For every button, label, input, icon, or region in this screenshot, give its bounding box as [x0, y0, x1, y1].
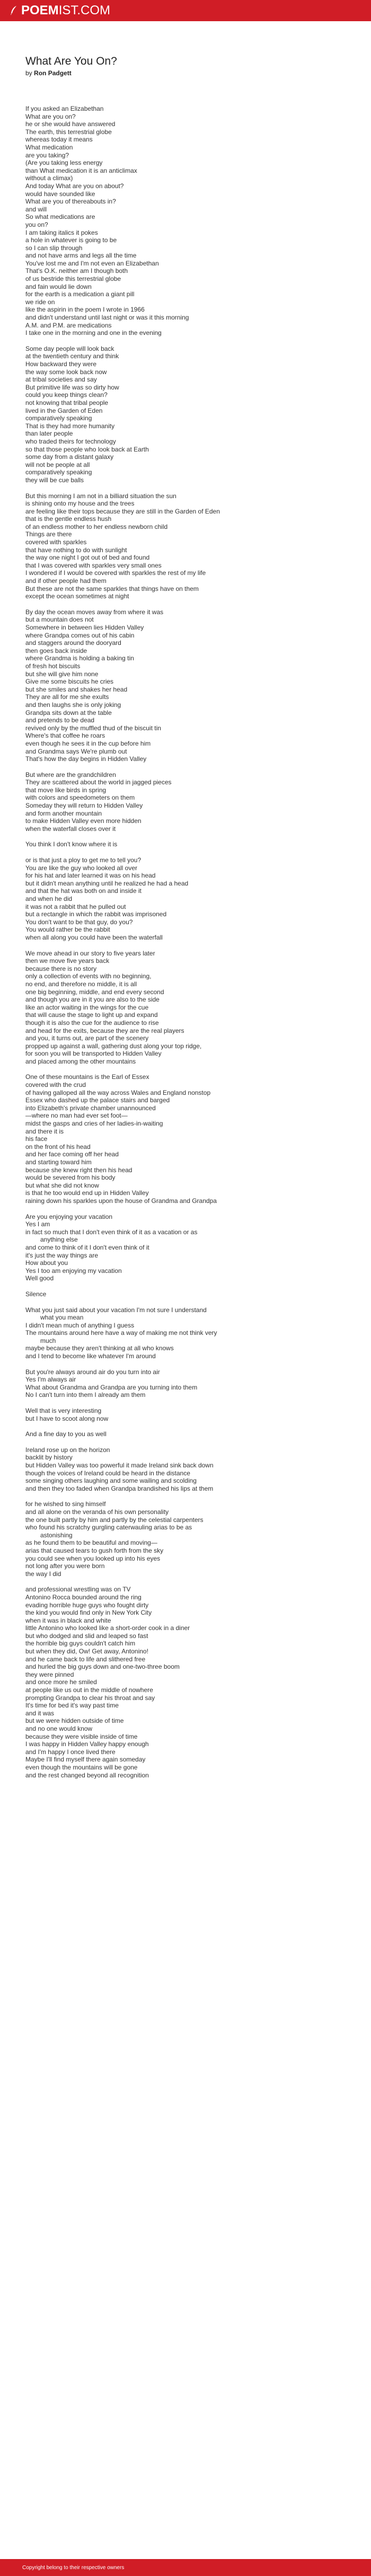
- poem-line: How backward they were: [25, 360, 97, 368]
- poem-line: That's O.K. neither am I though both: [25, 267, 128, 275]
- stanza: [25, 856, 354, 942]
- poem-line: it was not a rabbit that he pulled out: [25, 902, 126, 910]
- poem-line: much: [40, 1336, 56, 1344]
- poem-line: so that those people who look back at Earth: [25, 445, 149, 453]
- poem-line: but a rectangle in which the rabbit was imprisoned: [25, 910, 167, 918]
- poem-line: when the waterfall closes over it: [25, 825, 116, 833]
- poem-line: What are you of thereabouts in?: [25, 198, 116, 206]
- poem-line: and no one would know: [25, 1725, 93, 1732]
- logo-light: IST.COM: [58, 3, 111, 17]
- poem-line: Give me some biscuits he cries: [25, 678, 114, 686]
- poem-line: And today What are you on about?: [25, 182, 124, 190]
- poem-line: A.M. and P.M. are medications: [25, 321, 112, 329]
- poem-line: that have nothing to do with sunlight: [25, 546, 127, 554]
- poem-line: for the earth is a medication a giant pill: [25, 290, 135, 298]
- poem-line: will not be people at all: [25, 461, 90, 468]
- poem-line: we ride on: [25, 298, 55, 306]
- poem-line: prompting Grandpa to clear his throat and say: [25, 1694, 155, 1702]
- poem-line: a hole in whatever is going to be: [25, 236, 117, 244]
- poem-line: who traded theirs for technology: [25, 437, 116, 445]
- poem-line: Ireland rose up on the horizon: [25, 1446, 110, 1454]
- poem-line: of fresh hot biscuits: [25, 662, 81, 670]
- poem-line: and starting toward him: [25, 1158, 92, 1166]
- poem-line: then we move five years back: [25, 957, 110, 965]
- poem-line: at people like us out in the middle of nowhere: [25, 1686, 153, 1694]
- poem-line: to make Hidden Valley even more hidden: [25, 817, 142, 825]
- poem-article: [25, 55, 354, 1787]
- poem-line: That is they had more humanity: [25, 422, 115, 430]
- poem-line: Yes I'm always air: [25, 1376, 76, 1384]
- poem-line: and when he did: [25, 895, 73, 902]
- poem-line: without a climax): [25, 174, 73, 182]
- poem-line: what you mean: [40, 1314, 84, 1322]
- footer-bar: [0, 2559, 371, 2576]
- poem-line: and will: [25, 205, 47, 213]
- poem-line: and professional wrestling was on TV: [25, 1586, 131, 1594]
- poem-line: If you asked an Elizabethan: [25, 105, 104, 112]
- byline-prefix: by: [25, 69, 32, 77]
- poem-line: and hurled the big guys down and one-two-three boom: [25, 1663, 180, 1671]
- poem-line: (Are you taking less energy: [25, 159, 103, 167]
- poem-line: and then laughs she is only joking: [25, 701, 121, 709]
- poem-line: I am taking italics it pokes: [25, 228, 98, 236]
- poem-line: one big beginning, middle, and end every second: [25, 988, 164, 996]
- poem-line: But primitive life was so dirty how: [25, 383, 119, 391]
- poem-line: the horrible big guys couldn't catch him: [25, 1640, 136, 1648]
- poem-line: are feeling like their tops because they are still in the Garden of Eden: [25, 507, 220, 515]
- poem-line: at the twentieth century and think: [25, 352, 119, 360]
- poem-line: Are you enjoying your vacation: [25, 1212, 113, 1220]
- stanza: [25, 1446, 354, 1493]
- poem-line: that move like birds in spring: [25, 786, 107, 794]
- top-bar: [0, 0, 371, 21]
- poem-line: and he came back to life and slithered free: [25, 1655, 146, 1663]
- poem-line: the way some look back now: [25, 368, 107, 376]
- poem-line: are you taking?: [25, 151, 69, 159]
- stanza: [25, 105, 354, 337]
- poem-line: Silence: [25, 1290, 47, 1298]
- poem-line: the kind you would find only in New York City: [25, 1609, 152, 1617]
- poem-line: That's how the day begins in Hidden Valley: [25, 755, 147, 763]
- stanza: [25, 1213, 354, 1282]
- poem-line: but when they did, Ow! Get away, Antonino!: [25, 1648, 148, 1656]
- poem-line: because they were visible inside of time: [25, 1732, 138, 1740]
- poem-line: would have sounded like: [25, 190, 95, 198]
- poem-line: Maybe I'll find myself there again someday: [25, 1756, 146, 1764]
- poem-line: and fain would lie down: [25, 282, 92, 290]
- poem-line: with colors and speedometers on them: [25, 794, 135, 802]
- poem-line: would be severed from his body: [25, 1174, 116, 1182]
- poem-line: not knowing that tribal people: [25, 399, 109, 406]
- poem-line: though it is also the cue for the audience to rise: [25, 1019, 159, 1026]
- poem-line: Essex who dashed up the palace stairs and barged: [25, 1096, 170, 1104]
- poem-line: it's just the way things are: [25, 1251, 99, 1259]
- poem-line: that I was covered with sparkles very small ones: [25, 561, 162, 569]
- poem-line: and I tend to become like whatever I'm around: [25, 1352, 156, 1360]
- poem-line: in fact so much that I don't even think of it as a vacation or as: [25, 1228, 198, 1236]
- stanza: [25, 1073, 354, 1205]
- poem-line: you on?: [25, 220, 48, 228]
- poem-line: on the front of his head: [25, 1143, 91, 1150]
- poem-line: No I can't turn into them I already am them: [25, 1391, 146, 1399]
- poem-line: Somewhere in between lies Hidden Valley: [25, 624, 144, 631]
- poem-line: but it didn't mean anything until he realized he had a head: [25, 879, 189, 887]
- poem-line: he or she would have answered: [25, 120, 116, 128]
- stanza: [25, 608, 354, 763]
- poem-line: The earth, this terrestrial globe: [25, 128, 112, 136]
- stanza: [25, 1586, 354, 1779]
- poem-line: covered with sparkles: [25, 538, 87, 546]
- poem-line: but what she did not know: [25, 1181, 99, 1189]
- poem-line: but she will give him none: [25, 670, 99, 678]
- stanza: [25, 1430, 354, 1438]
- poem-line: so I can slip through: [25, 244, 83, 252]
- poem-line: than What medication it is an anticlimax: [25, 166, 137, 174]
- poem-line: but a mountain does not: [25, 616, 94, 624]
- poem-line: By day the ocean moves away from where it was: [25, 608, 164, 616]
- poem-line: We move ahead in our story to five years later: [25, 949, 155, 957]
- poem-line: arias that caused tears to gush forth from the sky: [25, 1546, 164, 1554]
- poem-line: evading horrible huge guys who fought dirty: [25, 1601, 149, 1609]
- poem-line: but she smiles and shakes her head: [25, 685, 128, 693]
- poem-line: of us bestride this terrestrial globe: [25, 275, 121, 283]
- poem-line: They are all for me she exults: [25, 693, 109, 701]
- poem-line: backlit by history: [25, 1454, 73, 1462]
- poem-line: than later people: [25, 430, 73, 438]
- poem-line: Well that is very interesting: [25, 1407, 102, 1415]
- poem-line: and pretends to be dead: [25, 716, 95, 724]
- poem-line: they will be cue balls: [25, 476, 84, 484]
- poem-line: Where's that coffee he roars: [25, 732, 105, 740]
- poem-line: I was happy in Hidden Valley happy enough: [25, 1740, 149, 1748]
- poem-line: the way I did: [25, 1570, 61, 1578]
- poem-line: like an actor waiting in the wings for the cue: [25, 1003, 149, 1011]
- poem-line: for soon you will be transported to Hidden Valley: [25, 1050, 162, 1058]
- poem-line: and form another mountain: [25, 809, 102, 817]
- poem-line: lived in the Garden of Eden: [25, 406, 103, 414]
- poem-line: You don't want to be that guy, do you?: [25, 918, 133, 926]
- logo-bold: POEM: [21, 3, 59, 17]
- poem-line: as he found them to be beautiful and moving—: [25, 1539, 157, 1547]
- poem-line: raining down his sparkles upon the house of Grandma and Grandpa: [25, 1197, 217, 1205]
- poem-line: comparatively speaking: [25, 468, 92, 476]
- stanza: [25, 1407, 354, 1422]
- poem-line: little Antonino who looked like a short-order cook in a diner: [25, 1624, 190, 1632]
- poem-line: and all alone on the veranda of his own personality: [25, 1508, 169, 1516]
- poem-line: his face: [25, 1135, 48, 1143]
- poem-line: You are like the guy who looked all over: [25, 864, 138, 872]
- poem-line: but Hidden Valley was too powerful it made Ireland sink back down: [25, 1462, 214, 1469]
- poem-line: and not have arms and legs all the time: [25, 252, 137, 260]
- poem-line: you could see when you looked up into his eyes: [25, 1554, 161, 1562]
- byline: [25, 69, 354, 77]
- poem-line: and come to think of it I don't even think of it: [25, 1243, 149, 1251]
- stanza: [25, 492, 354, 600]
- poem-line: So what medications are: [25, 213, 95, 221]
- poem-line: where Grandpa comes out of his cabin: [25, 631, 135, 639]
- poem-line: when it was in black and white: [25, 1616, 111, 1624]
- poem-line: could you keep things clean?: [25, 391, 108, 399]
- poem-line: How about you: [25, 1259, 68, 1267]
- poem-line: for his hat and later learned it was on his head: [25, 872, 156, 880]
- poem-line: some day from a distant galaxy: [25, 453, 114, 461]
- poem-line: anything else: [40, 1236, 78, 1244]
- poem-line: even though he sees it in the cup before him: [25, 739, 151, 747]
- poem-line: Someday they will return to Hidden Valley: [25, 802, 143, 810]
- stanza: [25, 840, 354, 848]
- poem-line: is shining onto my house and the trees: [25, 500, 135, 508]
- logo-wordmark: [21, 3, 110, 18]
- poem-line: Some day people will look back: [25, 344, 114, 352]
- poem-line: What are you on?: [25, 112, 76, 120]
- poem-line: the way one night I got out of bed and found: [25, 554, 150, 562]
- poem-line: some singing others laughing and some wailing and scolding: [25, 1477, 197, 1485]
- poem-line: that is the gentle endless hush: [25, 515, 112, 523]
- poem-line: And a fine day to you as well: [25, 1430, 107, 1438]
- author-name[interactable]: Ron Padgett: [34, 69, 72, 77]
- poem-line: But where are the grandchildren: [25, 771, 116, 778]
- poem-line: Things are there: [25, 530, 72, 538]
- poem-line: and then they too faded when Grandpa brandished his lips at them: [25, 1484, 214, 1492]
- poem-line: and I'm happy I once lived there: [25, 1748, 116, 1756]
- poem-line: and the rest changed beyond all recognition: [25, 1771, 149, 1779]
- poem-line: into Elizabeth's private chamber unannounced: [25, 1104, 156, 1112]
- poem-line: revived only by the muffled thud of the biscuit tin: [25, 724, 161, 732]
- site-logo[interactable]: [10, 3, 110, 18]
- poem-line: One of these mountains is the Earl of Essex: [25, 1073, 149, 1081]
- poem-line: It's time for bed it's way past time: [25, 1702, 119, 1710]
- quill-pen-icon: [10, 5, 18, 16]
- poem-line: and Grandma says We're plumb out: [25, 747, 127, 755]
- poem-line: where Grandma is holding a baking tin: [25, 654, 134, 662]
- poem-line: But this morning I am not in a billiard situation the sun: [25, 492, 176, 500]
- poem-line: because there is no story: [25, 964, 97, 972]
- poem-line: and though you are in it you are also to the side: [25, 996, 160, 1004]
- poem-line: for he wished to sing himself: [25, 1500, 106, 1508]
- poem-line: when all along you could have been the waterfall: [25, 933, 163, 941]
- poem-line: only a collection of events with no beginning,: [25, 972, 152, 980]
- poem-line: then goes back inside: [25, 647, 87, 654]
- poem-line: propped up against a wall, gathering dust along your top ridge,: [25, 1042, 202, 1050]
- poem-line: but I have to scoot along now: [25, 1414, 109, 1422]
- poem-line: is that he too would end up in Hidden Valley: [25, 1189, 149, 1197]
- poem-line: comparatively speaking: [25, 414, 92, 422]
- poem-line: They are scattered about the world in jagged pieces: [25, 778, 172, 786]
- poem-line: What medication: [25, 143, 73, 151]
- poem-line: and once more he smiled: [25, 1678, 97, 1686]
- poem-line: no end, and therefore no middle, it is all: [25, 980, 137, 988]
- poem-line: or is that just a ploy to get me to tell you?: [25, 856, 142, 864]
- poem-line: —where no man had ever set foot—: [25, 1112, 128, 1120]
- poem-line: What you just said about your vacation I'm not sure I understand: [25, 1306, 207, 1314]
- poem-line: Yes I am: [25, 1220, 50, 1228]
- poem-line: of an endless mother to her endless newborn child: [25, 523, 168, 530]
- poem-line: they were pinned: [25, 1670, 74, 1678]
- poem-line: except the ocean sometimes at night: [25, 592, 129, 600]
- poem-line: You think I don't know where it is: [25, 840, 118, 848]
- poem-line: But these are not the same sparkles that things have on them: [25, 585, 199, 592]
- poem-line: Yes I too am enjoying my vacation: [25, 1267, 122, 1274]
- poem-line: astonishing: [40, 1531, 73, 1539]
- poem-line: Well good: [25, 1274, 54, 1282]
- poem-line: but we were hidden outside of time: [25, 1717, 124, 1725]
- poem-line: whereas today it means: [25, 136, 93, 144]
- stanza: [25, 1368, 354, 1399]
- poem-line: and her face coming off her head: [25, 1150, 119, 1158]
- poem-line: What about Grandma and Grandpa are you turning into them: [25, 1383, 198, 1391]
- poem-line: and placed among the other mountains: [25, 1057, 136, 1065]
- poem-line: and if other people had them: [25, 577, 107, 585]
- poem-line: But you're always around air do you turn into air: [25, 1368, 160, 1376]
- poem-line: but who dodged and slid and leaped so fast: [25, 1632, 148, 1640]
- poem-line: and didn't understand until last night or was it this morning: [25, 314, 189, 322]
- stanza: [25, 1290, 354, 1298]
- poem-line: like the aspirin in the poem I wrote in 1966: [25, 306, 145, 314]
- poem-body: [25, 105, 354, 1779]
- stanza: [25, 345, 354, 484]
- poem-line: midst the gasps and cries of her ladies-in-waiting: [25, 1120, 163, 1128]
- poem-line: I wondered if I would be covered with sparkles the rest of my life: [25, 569, 206, 577]
- poem-line: because she knew right then his head: [25, 1166, 132, 1174]
- poem-line: covered with the crud: [25, 1081, 86, 1089]
- poem-line: I didn't mean much of anything I guess: [25, 1321, 135, 1329]
- poem-title: What Are You On?: [25, 55, 117, 67]
- poem-line: maybe because they aren't thinking at all who knows: [25, 1344, 174, 1352]
- stanza: [25, 771, 354, 833]
- poem-line: and head for the exits, because they are the real players: [25, 1026, 184, 1034]
- poem-line: Grandpa sits down at the table: [25, 709, 112, 716]
- poem-line: not long after you were born: [25, 1562, 105, 1570]
- poem-line: You've lost me and I'm not even an Elizabethan: [25, 259, 159, 267]
- poem-line: the one built partly by him and partly by the celestial carpenters: [25, 1516, 204, 1524]
- poem-line: and that the hat was both on and inside it: [25, 887, 142, 895]
- stanza: [25, 950, 354, 1066]
- poem-line: Antonino Rocca bounded around the ring: [25, 1593, 142, 1601]
- copyright-notice: Copyright belong to their respective owners: [22, 2564, 125, 2571]
- poem-line: even though the mountains will be gone: [25, 1763, 138, 1771]
- poem-line: of having galloped all the way across Wales and England nonstop: [25, 1088, 211, 1096]
- poem-line: I take one in the morning and one in the evening: [25, 329, 162, 337]
- poem-line: The mountains around here have a way of making me not think very: [25, 1329, 217, 1337]
- poem-line: and it was: [25, 1709, 55, 1717]
- poem-line: You would rather be the rabbit: [25, 926, 110, 934]
- stanza: [25, 1306, 354, 1360]
- poem-line: and you, it turns out, are part of the scenery: [25, 1034, 149, 1042]
- poem-line: who found his scratchy gurgling caterwauling arias to be as: [25, 1524, 192, 1532]
- poem-line: though the voices of Ireland could be heard in the distance: [25, 1469, 190, 1477]
- poem-line: and there it is: [25, 1127, 64, 1135]
- stanza: [25, 1500, 354, 1578]
- poem-line: at tribal societies and say: [25, 376, 97, 384]
- poem-line: and staggers around the dooryard: [25, 639, 121, 647]
- poem-line: that will cause the stage to light up and expand: [25, 1011, 158, 1019]
